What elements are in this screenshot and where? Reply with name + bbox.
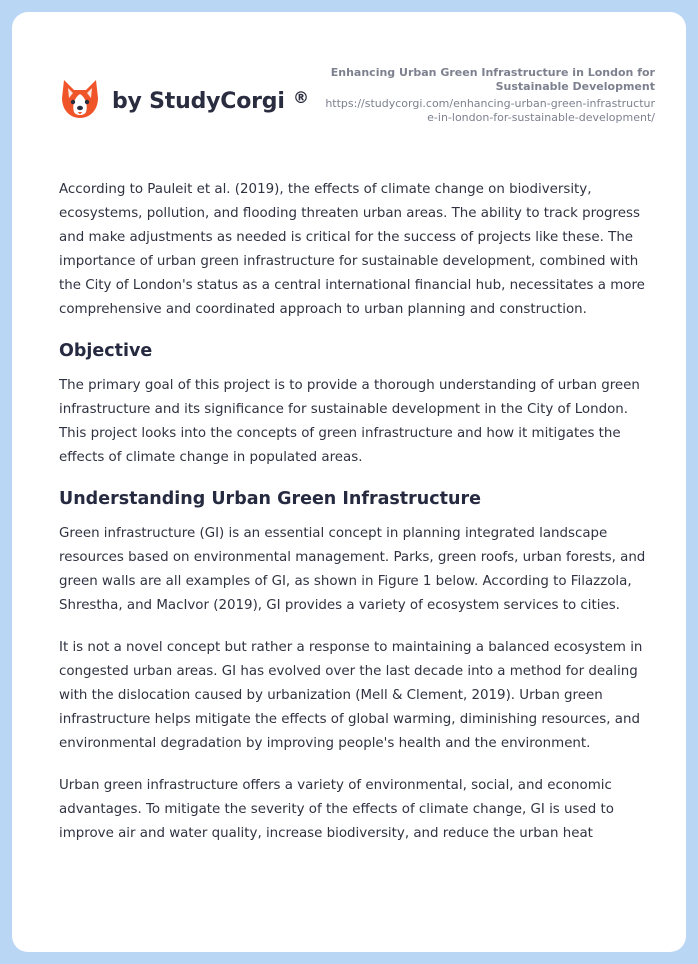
paragraph: According to Pauleit et al. (2019), the effects of climate change on biodiversity, ecosystems, pollution, and flooding threaten urban areas. The ability to track progress and make adjustments as needed is critical for the success of projects like these. The importance of urban green infrastructure for sustainable development, combined with the City of London's status as a central international financial hub, necessitates a more comprehensive and coordinated approach to urban planning and construction. — [59, 182, 645, 317]
document-meta — [325, 66, 655, 125]
document-title: Enhancing Urban Green Infrastructure in London for Sustainable Development — [330, 66, 655, 93]
studycorgi-logo[interactable] — [60, 76, 309, 120]
document-page — [12, 12, 686, 952]
registered-mark: ® — [293, 88, 309, 107]
paragraph: Urban green infrastructure offers a variety of environmental, social, and economic advantages. To mitigate the severity of the effects of climate change, GI is used to improve air and water quality, increase biodiversity, and reduce the urban heat — [59, 778, 614, 841]
paragraph: The primary goal of this project is to provide a thorough understanding of urban green infrastructure and its significance for sustainable development in the City of London. This project looks into the concepts of green infrastructure and how it mitigates the effects of climate change in populated areas. — [59, 378, 640, 465]
section-heading-understanding: Understanding Urban Green Infrastructure — [59, 489, 481, 509]
page-header — [12, 12, 686, 152]
article-body — [59, 178, 659, 846]
section-heading-objective: Objective — [59, 341, 153, 361]
logo-text: by StudyCorgi — [112, 88, 285, 114]
corgi-icon — [60, 76, 100, 120]
paragraph: It is not a novel concept but rather a response to maintaining a balanced ecosystem in congested urban areas. GI has evolved over the last decade into a method for dealing with the dislocation caused by urbanization (Mell & Clement, 2019). Urban green infrastructure helps mitigate the effects of global warming, diminishing resources, and environmental degradation by improving people's health and the environment. — [59, 640, 643, 751]
paragraph: Green infrastructure (GI) is an essential concept in planning integrated landscape resources based on environmental management. Parks, green roofs, urban forests, and green walls are all examples of GI, as shown in Figure 1 below. According to Filazzola, Shrestha, and MacIvor (2019), GI provides a variety of ecosystem services to cities. — [59, 526, 646, 613]
document-url[interactable]: https://studycorgi.com/enhancing-urban-green-infrastructure-in-london-for-sustainable-development/ — [325, 97, 655, 124]
